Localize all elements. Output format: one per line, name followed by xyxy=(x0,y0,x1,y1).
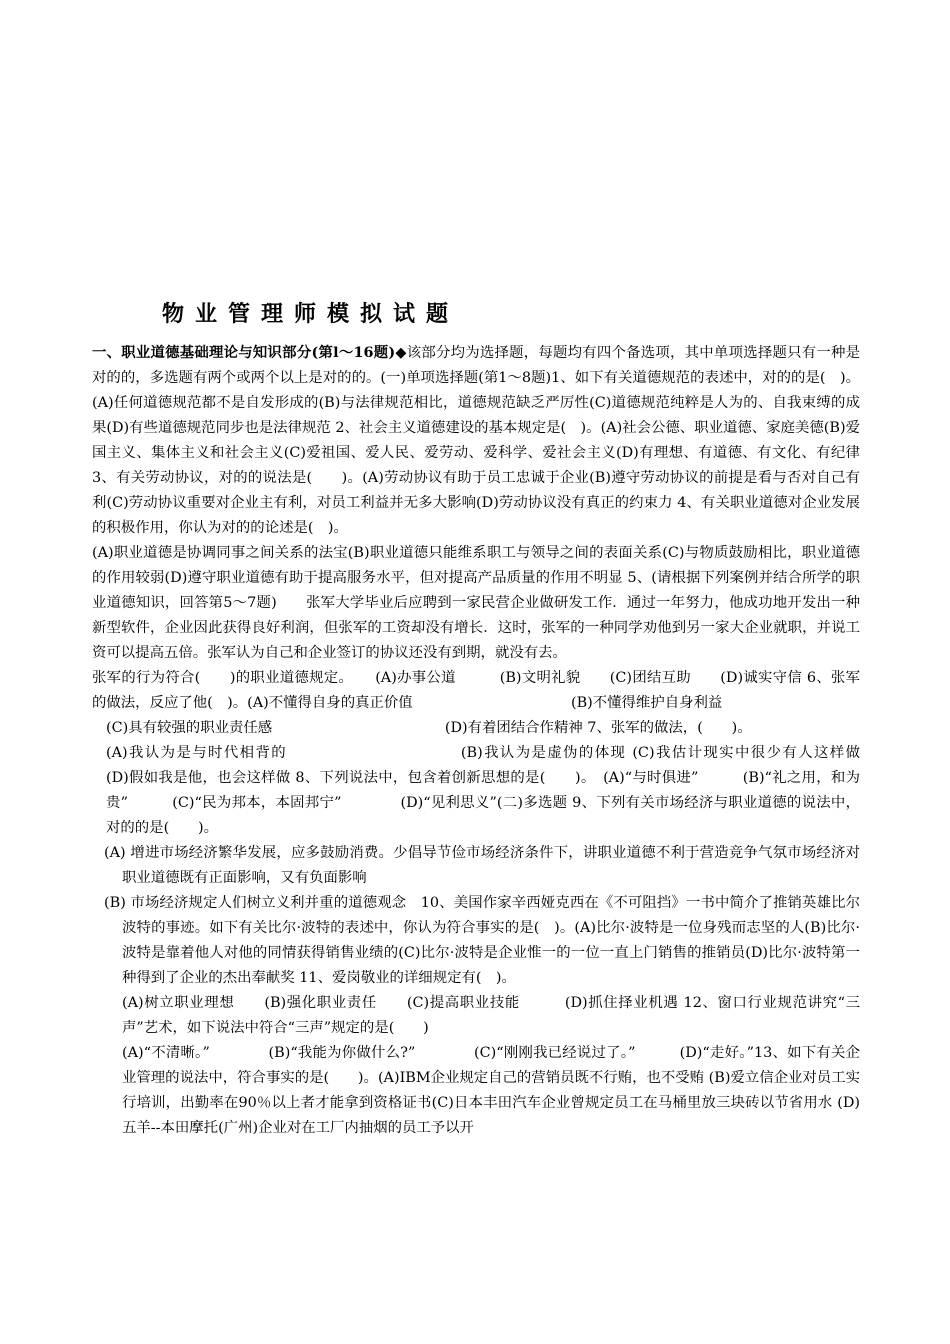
paragraph: (B) 市场经济规定人们树立义利并重的道德观念 10、美国作家辛西娅克西在《不可阻挡》一书中简介了推销英雄比尔波特的事迹。如下有关比尔·波特的表述中，你认为符合事实的是( )。(A)比尔·波特是一位身残而志坚的人(B)比尔·波特是靠着他人对他的同情获得销售业绩的(C)比尔·波特是企业惟一的一位一直上门销售的推销员(D)比尔·波特第一种得到了企业的杰出奉献奖 11、爱岗敬业的详细规定有( )。 xyxy=(104,895,860,986)
paragraph xyxy=(92,340,860,541)
paragraph: (A)树立职业理想 (B)强化职业责任 (C)提高职业技能 (D)抓住择业机遇 12、窗口行业规范讲究“三声”艺术，如下说法中符合“三声”规定的是( ) xyxy=(122,995,860,1036)
page-title: 物业管理师模拟试题 xyxy=(162,301,460,327)
paragraph: (A) 增进市场经济繁华发展，应多鼓励消费。少倡导节俭市场经济条件下，讲职业道德不利于营造竞争气氛市场经济对职业道德既有正面影响，又有负面影响 xyxy=(104,845,860,886)
section-heading: 一、职业道德基础理论与知识部分(第l～16题) xyxy=(92,344,396,361)
paragraph-text: ◆该部分均为选择题，每题均有四个备选项，其中单项选择题只有一种是对的的，多选题有两个或两个以上是对的的。(一)单项选择题(第1～8题)1、如下有关道德规范的表述中，对的的是( )。(A)任何道德规范都不是自发形成的(B)与法律规范相比，道德规范缺乏严厉性(C)道德规范纯粹是人为的、自我束缚的成果(D)有些道德规范同步也是法律规范 2、社会主义道德建设的基本规定是( )。(A)社会公德、职业道德、家庭美德(B)爱国主义、集体主义和社会主义(C)爱祖国、爱人民、爱劳动、爱科学、爱社会主义(D)有理想、有道德、有文化、有纪律 3、有关劳动协议，对的的说法是( )。(A)劳动协议有助于员工忠诚于企业(B)遵守劳动协议的前提是看与否对自己有利(C)劳动协议重要对企业主有利，对员工利益并无多大影响(D)劳动协议没有真正的约束力 4、有关职业道德对企业发展的积极作用，你认为对的的论述是( )。 xyxy=(92,345,860,536)
paragraph: (A)我认为是与时代相背的 (B)我认为是虚伪的体现 (C)我估计现实中很少有人这样做 (D)假如我是他，也会这样做 8、下列说法中，包含着创新思想的是( )。 (A)“与时俱进” (B)“礼之用，和为贵” (C)“民为邦本，本固邦宁” (D)“见利思义”(二)多选题 9、下列有关市场经济与职业道德的说法中，对的的是( )。 xyxy=(106,745,947,836)
paragraph: 张军的行为符合( )的职业道德规定。 (A)办事公道 (B)文明礼貌 (C)团结互助 (D)诚实守信 6、张军的做法，反应了他( )。(A)不懂得自身的真正价值 (B)不懂得维护自身利益 xyxy=(92,670,860,711)
paragraph: (C)具有较强的职业责任感 (D)有着团结合作精神 7、张军的做法，( )。 xyxy=(106,720,752,736)
paragraph: (A)“不清晰。” (B)“我能为你做什么?” (C)“刚刚我已经说过了。” (D)“走好。”13、如下有关企业管理的说法中，符合事实的是( )。(A)IBM企业规定自己的营销员既不行贿，也不受贿 (B)爱立信企业对员工实行培训，出勤率在90％以上者才能拿到资格证书(C)日本丰田汽车企业曾规定员工在马桶里放三块砖以节省用水 (D)五羊--本田摩托(广州)企业对在工厂内抽烟的员工予以开 xyxy=(122,1045,860,1136)
paragraph: (A)职业道德是协调同事之间关系的法宝(B)职业道德只能维系职工与领导之间的表面关系(C)与物质鼓励相比，职业道德的作用较弱(D)遵守职业道德有助于提高服务水平，但对提高产品质量的作用不明显 5、(请根据下列案例并结合所学的职业道德知识，回答第5～7题) 张军大学毕业后应聘到一家民营企业做研发工作．通过一年努力，他成功地开发出一种新型软件，企业因此获得良好利润，但张军的工资却没有增长．这时，张军的一种同学劝他到另一家大企业就职，并说工资可以提高五倍。张军认为自己和企业签订的协议还没有到期，就没有去。 xyxy=(92,545,860,661)
document-body xyxy=(92,340,947,1141)
